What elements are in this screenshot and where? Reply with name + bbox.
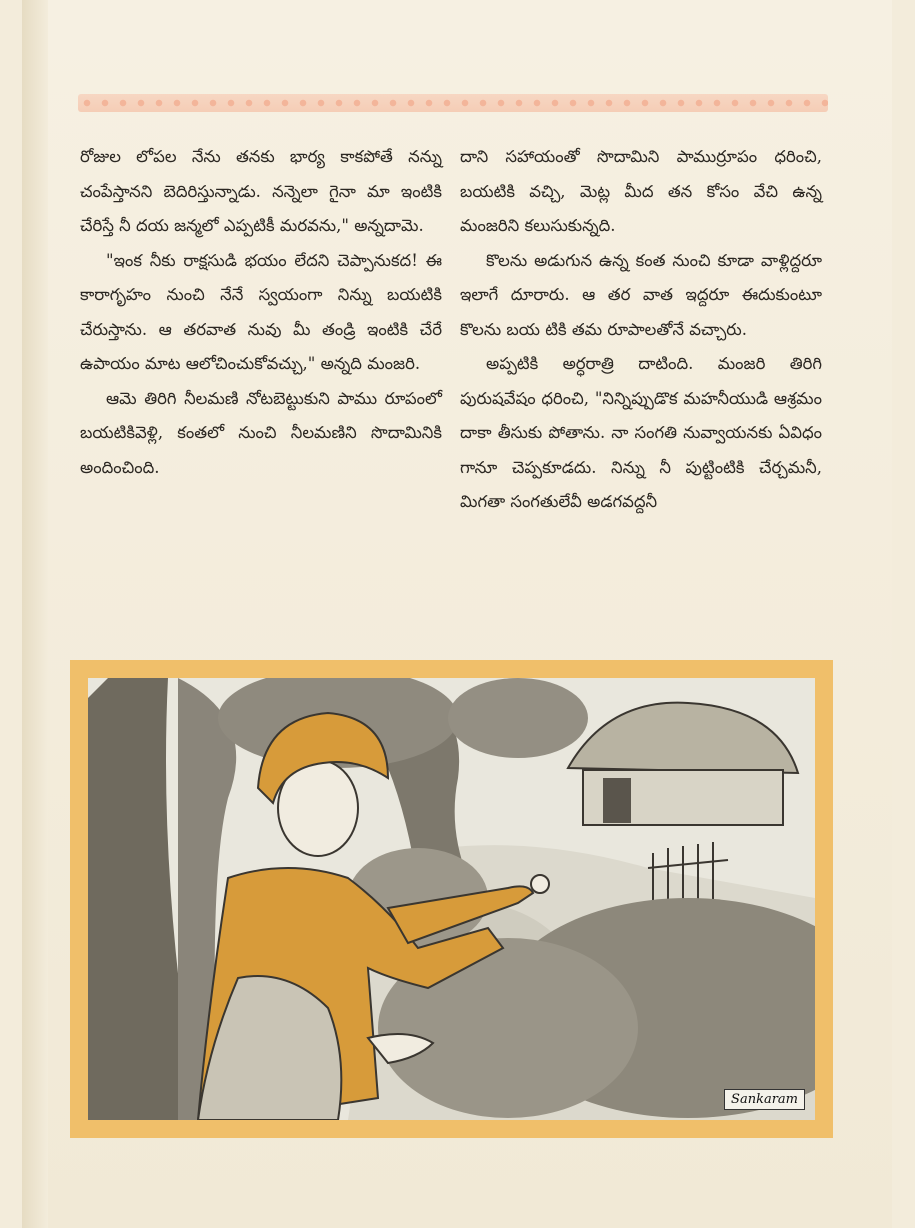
paragraph: అప్పటికి అర్ధరాత్రి దాటింది. మంజరి తిరిగి పురుషవేషం ధరించి, "నిన్నిప్పుడొక మహనీయుడి ఆశ్రమం దాకా తీసుకు పోతాను. నా సంగతి నువ్వాయనకు ఏవిధం గానూ చెప్పకూడదు. నిన్ను నీ పుట్టింటికి చేర్చమనీ, మిగతా సంగతులేవీ అడగవద్దనీ bbox=[460, 354, 822, 511]
paragraph: "ఇంక నీకు రాక్షసుడి భయం లేదని చెప్పానుకద! ఈ కారాగృహం నుంచి నేనే స్వయంగా నిన్ను బయటికి చేరుస్తాను. ఆ తరవాత నువు మీ తండ్రి ఇంటికి చేరే ఉపాయం మాట ఆలోచించుకోవచ్చు," అన్నది మంజరి. bbox=[80, 250, 442, 373]
paragraph: రోజుల లోపల నేను తనకు భార్య కాకపోతే నన్ను చంపేస్తానని బెదిరిస్తున్నాడు. నన్నెలా గైనా మా ఇంటికి చేరిస్తే నీ దయ జన్మలో ఎప్పటికీ మరవను," అన్నదామె. bbox=[80, 147, 442, 235]
binding-gutter bbox=[22, 0, 48, 1228]
paragraph: ఆమె తిరిగి నీలమణి నోటబెట్టుకుని పాము రూపంలో బయటికివెళ్లి, కంతలో నుంచి నీలమణిని సొదామినికి అందించింది. bbox=[80, 388, 442, 477]
decorative-border bbox=[78, 94, 828, 112]
illustration-frame bbox=[70, 660, 833, 1138]
text-column-right bbox=[460, 140, 822, 520]
artist-signature: Sankaram bbox=[724, 1089, 805, 1110]
illustration bbox=[88, 678, 815, 1120]
illustration-drawing bbox=[88, 678, 815, 1120]
paragraph: కొలను అడుగున ఉన్న కంత నుంచి కూడా వాళ్లిద్దరూ ఇలాగే దూరారు. ఆ తర వాత ఇద్దరూ ఈదుకుంటూ కొలను బయ టికి తమ రూపాలతోనే వచ్చారు. bbox=[460, 250, 822, 339]
text-column-left bbox=[80, 140, 442, 485]
paragraph: దాని సహాయంతో సొదామిని పాముర్రూపం ధరించి, బయటికి వచ్చి, మెట్ల మీద తన కోసం వేచి ఉన్న మంజరిని కలుసుకున్నది. bbox=[460, 147, 822, 235]
